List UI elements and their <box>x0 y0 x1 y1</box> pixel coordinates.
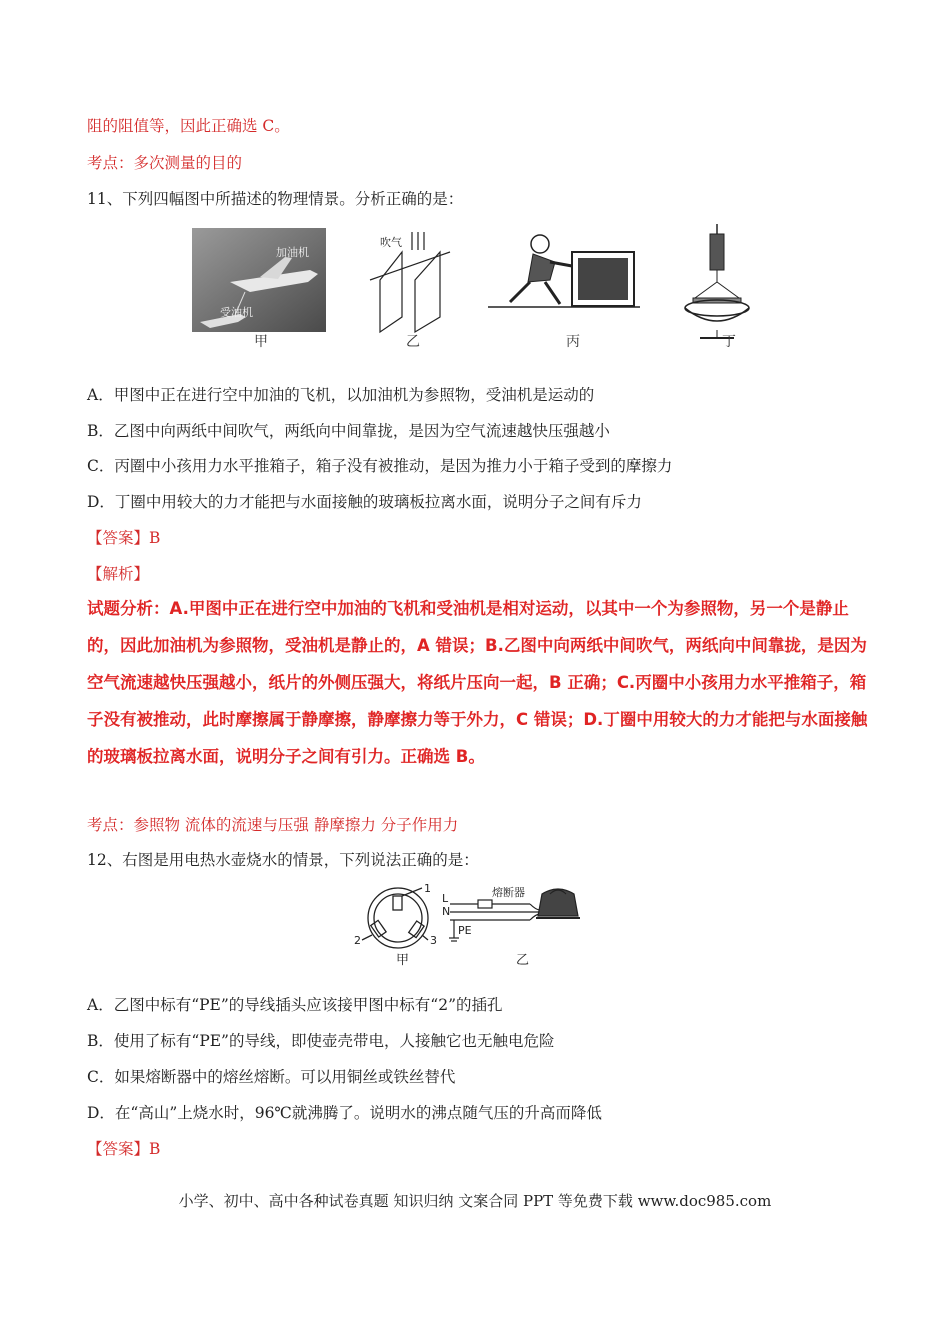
figure-11-label-ding: 丁 <box>722 334 736 350</box>
option-12-b: B．使用了标有“PE”的导线，即使壶壳带电，人接触它也无触电危险 <box>87 1032 555 1050</box>
option-11-c: C．丙圈中小孩用力水平推箱子，箱子没有被推动，是因为推力小于箱子受到的摩擦力 <box>87 457 673 475</box>
option-12-d: D．在“高山”上烧水时，96℃就沸腾了。说明水的沸点随气压的升高而降低 <box>87 1104 602 1122</box>
plane-top-label: 加油机 <box>276 246 309 259</box>
question-11: 11、下列四幅图中所描述的物理情景。分析正确的是： <box>87 190 464 208</box>
wire-L-label: L <box>442 892 449 905</box>
answer-11: 【答案】B <box>87 529 161 547</box>
figure-11-label-jia: 甲 <box>254 334 268 350</box>
analysis-11-line-2: 的，因此加油机为参照物，受油机是静止的，A 错误；B.乙图中向两纸中间吹气，两纸向中间靠拢，是因为 <box>87 636 867 655</box>
figure-12 <box>350 880 600 970</box>
fuse-label: 熔断器 <box>492 886 525 899</box>
socket-diagram <box>362 888 428 948</box>
figure-11-bing <box>488 235 640 307</box>
figure-11-jia <box>192 228 326 332</box>
figure-11 <box>190 222 780 352</box>
wire-N-label: N <box>442 905 451 918</box>
figure-11-label-bing: 丙 <box>566 334 580 350</box>
kaodian-11: 考点：参照物 流体的流速与压强 静摩擦力 分子作用力 <box>87 816 459 834</box>
plane-bottom-label: 受油机 <box>220 306 253 319</box>
analysis-11-line-5: 的玻璃板拉离水面，说明分子之间有引力。正确选 B。 <box>87 747 485 766</box>
socket-num-3: 3 <box>430 934 437 947</box>
answer-12: 【答案】B <box>87 1140 161 1158</box>
figure-12-label-jia: 甲 <box>396 953 410 968</box>
option-11-b: B．乙图中向两纸中间吹气，两纸向中间靠拢，是因为空气流速越快压强越小 <box>87 422 610 440</box>
socket-num-2: 2 <box>354 934 361 947</box>
option-11-a: A．甲图中正在进行空中加油的飞机，以加油机为参照物，受油机是运动的 <box>87 386 595 404</box>
page-footer: 小学、初中、高中各种试卷真题 知识归纳 文案合同 PPT 等免费下载 www.doc985.com <box>178 1192 772 1210</box>
option-12-c: C．如果熔断器中的熔丝熔断。可以用铜丝或铁丝替代 <box>87 1068 456 1086</box>
figure-11-yi <box>370 232 450 332</box>
wire-PE-label: PE <box>458 924 472 937</box>
analysis-11-line-3: 空气流速越快压强越小，纸片的外侧压强大，将纸片压向一起，B 正确；C.丙圈中小孩用力水平推箱子，箱 <box>87 673 867 692</box>
blow-label: 吹气 <box>380 236 402 249</box>
analysis-tail: 阻的阻值等，因此正确选 C。 <box>87 117 290 135</box>
analysis-11-line-1: 试题分析：A.甲图中正在进行空中加油的飞机和受油机是相对运动，以其中一个为参照物，另一个是静止 <box>87 599 849 618</box>
option-12-a: A．乙图中标有“PE”的导线插头应该接甲图中标有“2”的插孔 <box>87 996 503 1014</box>
question-12: 12、右图是用电热水壶烧水的情景，下列说法正确的是： <box>87 851 479 869</box>
figure-11-ding <box>685 224 749 338</box>
kaodian-10: 考点：多次测量的目的 <box>87 154 243 172</box>
figure-11-label-yi: 乙 <box>406 334 420 350</box>
analysis-heading-11: 【解析】 <box>87 565 150 583</box>
option-11-d: D．丁圈中用较大的力才能把与水面接触的玻璃板拉离水面，说明分子之间有斥力 <box>87 493 642 511</box>
analysis-11-line-4: 子没有被推动，此时摩擦属于静摩擦，静摩擦力等于外力，C 错误；D.丁圈中用较大的力才能把与水面接触 <box>87 710 868 729</box>
figure-12-label-yi: 乙 <box>516 953 530 968</box>
socket-num-1: 1 <box>424 882 431 895</box>
